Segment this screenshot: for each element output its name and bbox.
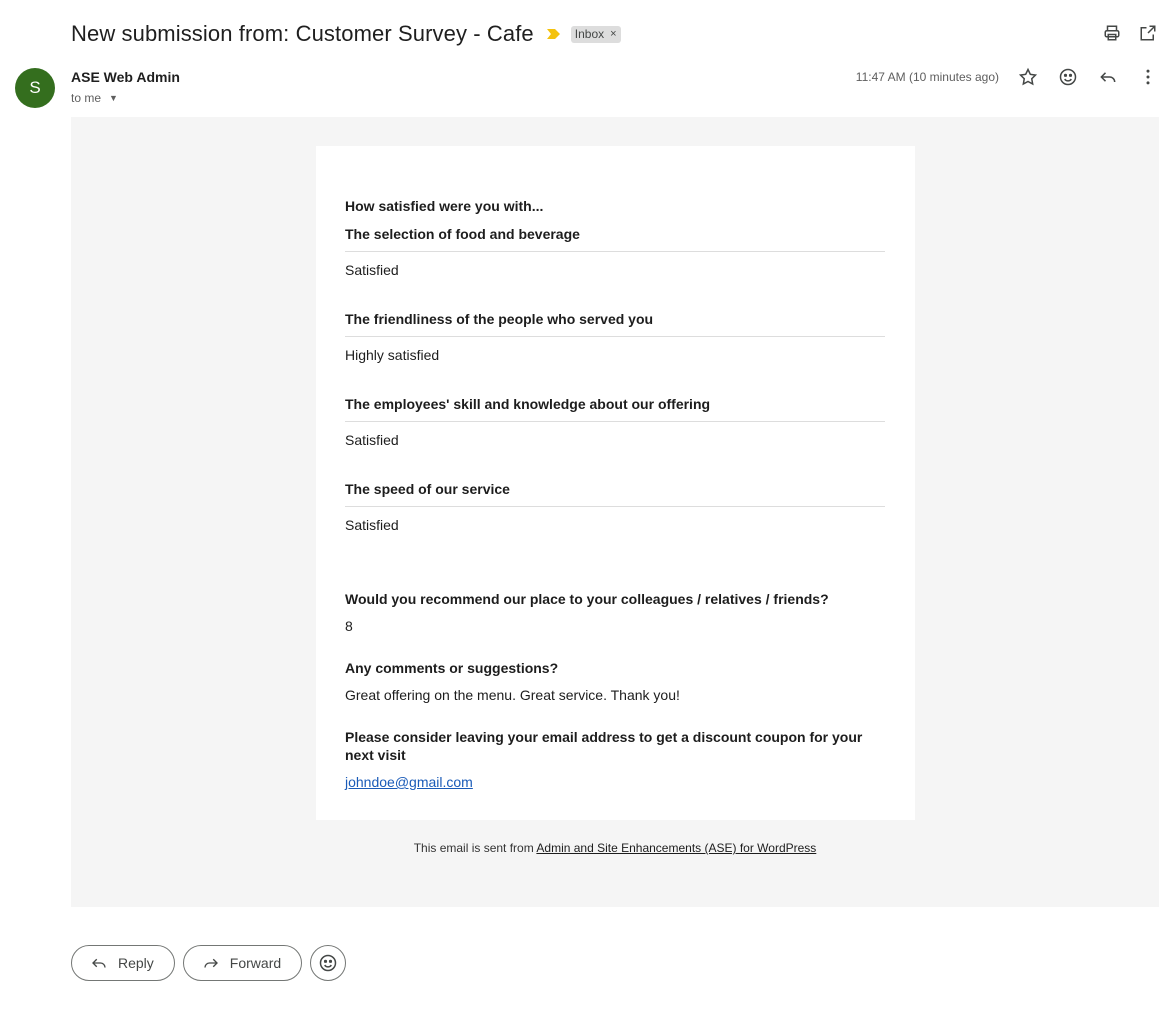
comments-answer: Great offering on the menu. Great service. Thank you! — [345, 687, 680, 703]
print-icon[interactable] — [1101, 22, 1123, 44]
emoji-reaction-icon[interactable] — [1057, 66, 1079, 88]
email-subject: New submission from: Customer Survey - Cafe — [71, 21, 534, 46]
spacer — [345, 634, 885, 659]
email-footer — [71, 841, 1159, 855]
recipient-text: to me — [71, 91, 102, 105]
forward-icon — [202, 954, 220, 972]
rating-item — [345, 481, 885, 533]
forward-button[interactable] — [183, 945, 302, 981]
rating-item — [345, 226, 885, 278]
rating-answer: Satisfied — [345, 517, 399, 533]
message-actions — [1017, 66, 1159, 88]
recommend-question: Would you recommend our place to your colleagues / relatives / friends? — [345, 591, 829, 607]
sender-avatar[interactable]: S — [15, 68, 55, 108]
top-actions — [1101, 22, 1159, 44]
caret-down-icon: ▼ — [109, 93, 118, 103]
inbox-label-chip — [571, 26, 621, 43]
rating-question: The friendliness of the people who served you — [345, 311, 885, 337]
subject-row — [71, 18, 621, 50]
sender-name[interactable]: ASE Web Admin — [71, 69, 180, 85]
label-text: Inbox — [574, 26, 605, 41]
rating-question: The employees' skill and knowledge about our offering — [345, 396, 885, 422]
footer-text: This email is sent from — [413, 841, 537, 855]
timestamp: 11:47 AM (10 minutes ago) — [855, 70, 999, 84]
emoji-icon — [318, 953, 338, 973]
reply-button-label: Reply — [118, 955, 154, 971]
more-vert-icon[interactable] — [1137, 66, 1159, 88]
recipient-details-toggle[interactable] — [71, 91, 118, 105]
rating-item — [345, 311, 885, 363]
remove-label-icon[interactable]: × — [610, 27, 617, 40]
reply-icon — [90, 954, 108, 972]
spacer — [345, 703, 885, 728]
rating-answer: Satisfied — [345, 432, 399, 448]
emoji-reaction-button[interactable] — [310, 945, 346, 981]
open-in-new-window-icon[interactable] — [1137, 22, 1159, 44]
survey-intro: How satisfied were you with... — [345, 198, 544, 214]
recommend-answer: 8 — [345, 618, 353, 634]
rating-item — [345, 396, 885, 448]
email-answer-link[interactable]: johndoe@gmail.com — [345, 774, 473, 790]
bottom-actions — [71, 945, 346, 981]
reply-icon[interactable] — [1097, 66, 1119, 88]
survey-card — [316, 146, 915, 820]
star-icon[interactable] — [1017, 66, 1039, 88]
rating-question: The speed of our service — [345, 481, 885, 507]
footer-link[interactable]: Admin and Site Enhancements (ASE) for WordPress — [536, 841, 817, 855]
rating-answer: Satisfied — [345, 262, 399, 278]
email-question: Please consider leaving your email address to get a discount coupon for your next visit — [345, 729, 863, 763]
email-body-frame — [71, 117, 1159, 907]
importance-marker-icon[interactable] — [546, 28, 561, 40]
comments-question: Any comments or suggestions? — [345, 660, 559, 676]
forward-button-label: Forward — [229, 955, 282, 971]
rating-question: The selection of food and beverage — [345, 226, 885, 252]
reply-button[interactable] — [71, 945, 175, 981]
rating-answer: Highly satisfied — [345, 347, 440, 363]
spacer — [345, 566, 885, 590]
